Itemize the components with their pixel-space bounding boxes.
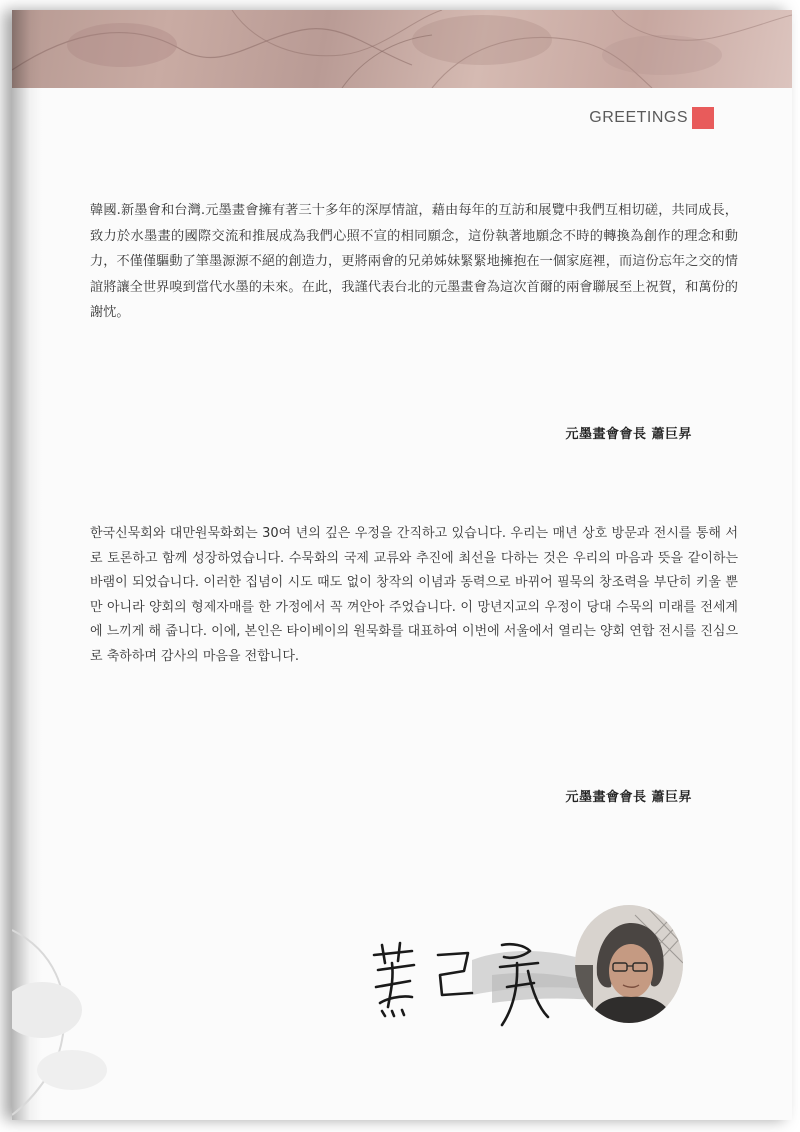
- korean-paragraph: 한국신묵회와 대만원묵화회는 30여 년의 깊은 우정을 간직하고 있습니다. 우리는 매년 상호 방문과 전시를 통해 서로 토론하고 함께 성장하였습니다. 수묵화의 국제 교류와 추진에 최선을 다하는 것은 우리의 마음과 뜻을 같이하는 바램이 되었습니다. 이러한 집념이 시도 때도 없이 창작의 이념과 동력으로 바뀌어 필묵의 창조력을 부단히 키울 뿐만 아니라 양회의 형제자매를 한 가정에서 꼭 껴안아 주었습니다. 이 망년지교의 우정이 당대 수묵의 미래를 전세계에 느끼게 해 줍니다. 이에, 본인은 타이베이의 원묵화를 대표하여 이번에 서울에서 열리는 양회 연합 전시를 진심으로 축하하며 감사의 마음을 전합니다.: [90, 526, 738, 664]
- header-banner: [12, 10, 792, 88]
- portrait-image: [575, 905, 683, 1023]
- decorative-ink-floral: [12, 890, 212, 1120]
- accent-square: [692, 107, 714, 129]
- chinese-paragraph: 韓國.新墨會和台灣.元墨畫會擁有著三十多年的深厚情誼，藉由每年的互訪和展覽中我們互相切磋，共同成長，致力於水墨畫的國際交流和推展成為我們心照不宣的相同願念，這份執著地願念不時的轉換為創作的理念和動力，不僅僅驅動了筆墨源源不絕的創造力，更將兩會的兄弟姊妹緊緊地擁抱在一個家庭裡，而這份忘年之交的情誼將讓全世界嗅到當代水墨的未來。在此，我謹代表台北的元墨畫會為這次首爾的兩會聯展至上祝賀，和萬份的謝忱。: [90, 203, 738, 320]
- section-header: [589, 105, 714, 131]
- handwritten-signature: [352, 915, 612, 1035]
- banner-floral-pattern: [12, 10, 792, 88]
- author-portrait: [575, 905, 683, 1023]
- chinese-signature: 元墨畫會會長 蕭巨昇: [565, 427, 692, 442]
- document-page: [12, 10, 792, 1120]
- korean-signature: 元墨畫會會長 蕭巨昇: [565, 790, 692, 805]
- section-title: GREETINGS: [589, 109, 688, 126]
